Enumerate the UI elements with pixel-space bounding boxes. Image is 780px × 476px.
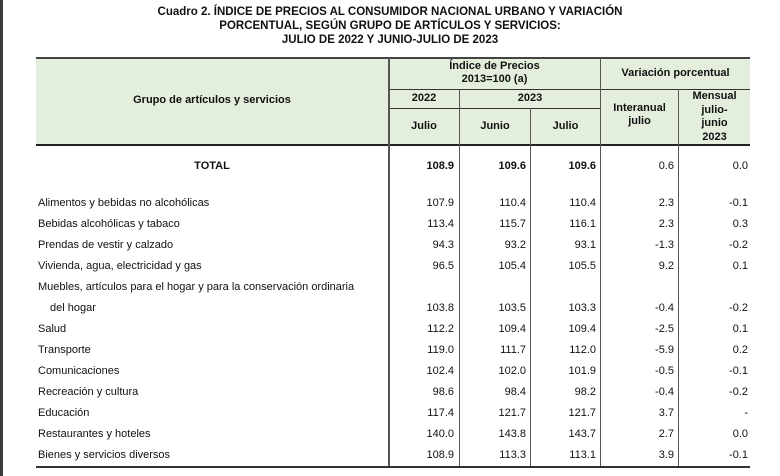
row-label: Restaurantes y hoteles bbox=[38, 428, 151, 440]
cell-mensual: 0.0 bbox=[732, 160, 748, 172]
header-index-title bbox=[389, 60, 600, 86]
cell-interanual: 2.3 bbox=[658, 197, 674, 209]
title-line-1: Cuadro 2. ÍNDICE DE PRECIOS AL CONSUMIDOR NACIONAL URBANO Y VARIACIÓN bbox=[157, 6, 623, 18]
table-row bbox=[36, 341, 750, 362]
header-variation-title: Variación porcentual bbox=[621, 67, 730, 79]
cell-interanual: -0.4 bbox=[655, 386, 674, 398]
table-row bbox=[36, 194, 750, 215]
cell-mensual: -0.1 bbox=[729, 197, 748, 209]
cell-jul-2023: 109.6 bbox=[568, 160, 596, 172]
row-label: Alimentos y bebidas no alcohólicas bbox=[38, 197, 210, 209]
table-row bbox=[36, 215, 750, 236]
header-month-2023-julio: Julio bbox=[552, 120, 579, 132]
cell-interanual: -1.3 bbox=[655, 239, 674, 251]
header-bottom-border bbox=[36, 144, 750, 146]
table-row bbox=[36, 383, 750, 404]
table-row bbox=[36, 404, 750, 425]
table-row bbox=[36, 425, 750, 446]
title-line-2: PORCENTUAL, SEGÚN GRUPO DE ARTÍCULOS Y SERVICIOS: bbox=[219, 20, 561, 32]
table-row bbox=[36, 236, 750, 257]
cell-jul-2022: 113.4 bbox=[427, 218, 454, 230]
cell-jun-2023: 111.7 bbox=[500, 344, 526, 356]
cell-jul-2022: 102.4 bbox=[426, 365, 454, 377]
left-edge-border bbox=[0, 0, 3, 476]
header-mensual-line4: 2023 bbox=[702, 130, 727, 143]
cell-jul-2023: 101.9 bbox=[568, 365, 596, 377]
row-label: Vivienda, agua, electricidad y gas bbox=[38, 260, 202, 272]
table-row-muebles-label bbox=[36, 278, 750, 299]
cell-jun-2023: 109.4 bbox=[498, 323, 526, 335]
cell-jul-2023: 93.1 bbox=[574, 239, 596, 251]
cell-mensual: -0.1 bbox=[729, 449, 748, 461]
cell-jul-2023: 98.2 bbox=[574, 386, 596, 398]
cell-jul-2022: 108.9 bbox=[426, 449, 454, 461]
header-index-title-line2: 2013=100 (a) bbox=[461, 73, 528, 85]
header-mensual bbox=[679, 90, 750, 144]
cell-mensual: 0.1 bbox=[732, 323, 748, 335]
header-index-title-line1: Índice de Precios bbox=[449, 60, 540, 72]
cell-interanual: 9.2 bbox=[658, 260, 674, 272]
cell-interanual: 3.7 bbox=[658, 407, 674, 419]
row-label: Prendas de vestir y calzado bbox=[38, 239, 174, 251]
cell-interanual: 0.6 bbox=[658, 160, 674, 172]
cell-jul-2023: 103.3 bbox=[568, 302, 596, 314]
header-year-2022: 2022 bbox=[411, 92, 437, 104]
header-interanual bbox=[601, 102, 678, 128]
cell-mensual: -0.2 bbox=[729, 302, 748, 314]
cell-mensual: 0.1 bbox=[732, 260, 748, 272]
cell-jul-2023: 121.7 bbox=[568, 407, 596, 419]
table-row-total bbox=[36, 157, 750, 178]
cell-interanual: 2.7 bbox=[658, 428, 674, 440]
cell-jul-2022: 112.2 bbox=[427, 323, 454, 335]
cell-jul-2023: 113.1 bbox=[569, 449, 596, 461]
table-row bbox=[36, 299, 750, 320]
cell-jun-2023: 109.6 bbox=[498, 160, 526, 172]
cell-jul-2023: 109.4 bbox=[568, 323, 596, 335]
row-label: Bebidas alcohólicas y tabaco bbox=[38, 218, 180, 230]
table-row bbox=[36, 362, 750, 383]
header-month-2022-julio: Julio bbox=[411, 120, 437, 132]
row-label: TOTAL bbox=[194, 160, 230, 172]
header-month-2023-junio: Junio bbox=[480, 120, 510, 132]
table-row bbox=[36, 257, 750, 278]
cell-jul-2022: 103.8 bbox=[426, 302, 454, 314]
cell-mensual: 0.0 bbox=[732, 428, 748, 440]
cell-jun-2023: 113.3 bbox=[499, 449, 526, 461]
cell-jun-2023: 115.7 bbox=[499, 218, 526, 230]
cell-jun-2023: 98.4 bbox=[504, 386, 526, 398]
cell-jul-2022: 96.5 bbox=[432, 260, 454, 272]
row-label: Salud bbox=[38, 323, 67, 335]
header-interanual-line1: Interanual bbox=[613, 102, 666, 114]
table-title bbox=[150, 5, 630, 47]
table-row bbox=[36, 320, 750, 341]
row-label: Bienes y servicios diversos bbox=[38, 449, 171, 461]
row-label: Educación bbox=[38, 407, 90, 419]
header-mensual-line1: Mensual bbox=[692, 90, 737, 102]
cell-jul-2022: 107.9 bbox=[426, 197, 454, 209]
cell-mensual: -0.1 bbox=[729, 365, 748, 377]
cell-mensual: 0.3 bbox=[732, 218, 748, 230]
cell-jul-2023: 116.1 bbox=[569, 218, 596, 230]
title-line-3: JULIO DE 2022 Y JUNIO-JULIO DE 2023 bbox=[281, 34, 499, 46]
header-group: Grupo de artículos y servicios bbox=[133, 94, 291, 106]
cell-jul-2022: 119.0 bbox=[427, 344, 454, 356]
header-mensual-line3: junio bbox=[701, 117, 728, 129]
cell-jul-2023: 143.7 bbox=[568, 428, 596, 440]
cell-jul-2023: 105.5 bbox=[568, 260, 596, 272]
cell-interanual: -0.5 bbox=[655, 365, 674, 377]
row-label: Comunicaciones bbox=[38, 365, 120, 377]
cell-jun-2023: 103.5 bbox=[498, 302, 526, 314]
header-year-2023: 2023 bbox=[517, 92, 543, 104]
cell-mensual: -0.2 bbox=[729, 239, 748, 251]
header-top-border bbox=[36, 57, 750, 59]
cell-mensual: -0.2 bbox=[729, 386, 748, 398]
header-mensual-line2: julio- bbox=[701, 103, 728, 116]
cell-mensual: - bbox=[744, 407, 748, 419]
cell-interanual: -2.5 bbox=[655, 323, 674, 335]
cell-interanual: -5.9 bbox=[655, 344, 674, 356]
row-label: Transporte bbox=[38, 344, 91, 356]
cell-jun-2023: 93.2 bbox=[504, 239, 526, 251]
header-line-years bbox=[389, 108, 600, 109]
cell-jun-2023: 105.4 bbox=[498, 260, 526, 272]
cell-jul-2022: 94.3 bbox=[432, 239, 454, 251]
row-label: Muebles, artículos para el hogar y para la conservación ordinaria bbox=[38, 281, 355, 293]
cell-interanual: 2.3 bbox=[658, 218, 674, 230]
cell-jul-2022: 98.6 bbox=[432, 386, 454, 398]
cell-mensual: 0.2 bbox=[732, 344, 748, 356]
cell-jun-2023: 102.0 bbox=[498, 365, 526, 377]
cell-jul-2022: 140.0 bbox=[426, 428, 454, 440]
cell-jun-2023: 143.8 bbox=[498, 428, 526, 440]
header-interanual-line2: julio bbox=[628, 115, 651, 127]
row-label-continuation: del hogar bbox=[50, 302, 96, 314]
cell-interanual: -0.4 bbox=[655, 302, 674, 314]
cell-interanual: 3.9 bbox=[658, 449, 674, 461]
cell-jul-2023: 110.4 bbox=[569, 197, 596, 209]
table-row bbox=[36, 446, 750, 467]
cell-jul-2022: 117.4 bbox=[427, 407, 454, 419]
cell-jul-2023: 112.0 bbox=[569, 344, 596, 356]
row-label: Recreación y cultura bbox=[38, 386, 139, 398]
cell-jun-2023: 121.7 bbox=[498, 407, 526, 419]
cell-jul-2022: 108.9 bbox=[426, 160, 454, 172]
cell-jun-2023: 110.4 bbox=[499, 197, 526, 209]
